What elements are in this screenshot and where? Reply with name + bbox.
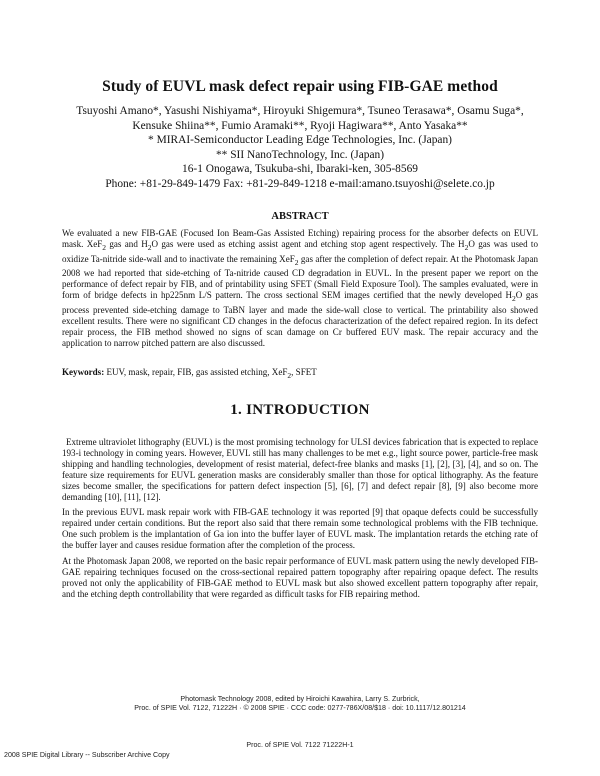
footer-line-2: Proc. of SPIE Vol. 7122, 71222H · © 2008 SPIE · CCC code: 0277-786X/08/$18 · doi: 10.1117/12.801214 [134,704,466,712]
archive-note: 2008 SPIE Digital Library -- Subscriber Archive Copy [4,751,170,759]
keywords-label: Keywords: [62,367,105,377]
section-heading-introduction: 1. INTRODUCTION [230,402,370,418]
intro-paragraph-3: At the Photomask Japan 2008, we reported on the basic repair performance of EUVL mask pattern using the newly developed FIB-GAE repairing techniques focused on the cross-sectional repaired pattern topography after repairing opaque defect. The results proved not only the applicability of FIB-GAE method to EUVL mask but also showed excellent pattern topography after repair, and the etching depth controllability that were regarded as difficult tasks for FIB repairing method. [62,556,538,599]
affiliation-line-1: * MIRAI-Semiconductor Leading Edge Technologies, Inc. (Japan) [148,134,452,147]
paper-title: Study of EUVL mask defect repair using FIB-GAE method [102,78,498,95]
publication-footer [60,695,540,713]
abstract-text: We evaluated a new FIB-GAE (Focused Ion Beam-Gas Assisted Etching) repairing process for the absorber defects on EUVL mask. XeF$_2$ gas and $H_2O$ gas were used as etching assist agent and etching stop agent respectively. The $H_2O$ gas was used to oxidize Ta-nitride side-wall and to inactivate the remaining XeF$_2$ gas after the completion of defect repair. At the Photomask Japan 2008 we had reported that side-etching of Ta-nitride caused CD degradation in EUVL. In the present paper we report on the performance of defect repair by FIB, and of printability using SFET (Small Field Exposure Tool). The samples evaluated, were in form of bridge defects in hp225nm L/S pattern. The cross sectional SEM images certified that the newly developed $H_2O$ gas process prevented side-etching damage to TaBN layer and made the side-wall close to vertical. The printability also showed excellent results. There were no significant CD changes in the defocus characterization of the defect repaired region. In its defect repair process, the FIB method showed no signs of scan damage on Cr buffered EUV mask. The repair accuracy and the application to narrow pitched pattern are also discussed. [62,228,538,348]
intro-paragraph-2: In the previous EUVL mask repair work with FIB-GAE technology it was reported [9] that opaque defects could be successfully repaired under certain conditions. But the report also said that there remain some technological problems with the FIB technique. One such problem is the implantation of Ga ion into the buffer layer of EUVL mask. The implantation retards the etching rate of the buffer layer and causes residue formation after the completion of the process. [62,507,538,551]
author-block [40,104,560,192]
contact-line: Phone: +81-29-849-1479 Fax: +81-29-849-1218 e-mail:amano.tsuyoshi@selete.co.jp [105,177,495,190]
introduction-body [62,437,538,605]
keywords-line [62,367,538,381]
page-identifier: Proc. of SPIE Vol. 7122 71222H-1 [246,741,354,749]
affiliation-line-2: ** SII NanoTechnology, Inc. (Japan) [215,148,384,161]
author-line-names-2: Kensuke Shiina**, Fumio Aramaki**, Ryoji Hagiwara**, Anto Yasaka** [132,119,468,132]
abstract-heading: ABSTRACT [271,211,329,222]
keywords-list: EUV, mask, repair, FIB, gas assisted etching, XeF$_2$, SFET [104,367,317,380]
address-line: 16-1 Onogawa, Tsukuba-shi, Ibaraki-ken, 305-8569 [182,163,418,176]
intro-paragraph-1: Extreme ultraviolet lithography (EUVL) is the most promising technology for ULSI devices fabrication that is expected to replace 193-i technology in coming years. However, EUVL still has many challenges to be met e.g., light source power, particle-free mask shipping and handling technologies, development of resist material, defect-free blanks and masks [1], [2], [3], [4], and so on. The feature size requirements for EUVL generation masks are considerably smaller than those for optical lithography. As the feature sizes become smaller, the specifications for pattern defect inspection [5], [6], [7] and defect repair [8], [9] also become more demanding [10], [11], [12]. [62,437,538,502]
author-line-names-1: Tsuyoshi Amano*, Yasushi Nishiyama*, Hiroyuki Shigemura*, Tsuneo Terasawa*, Osamu Suga*, [76,105,524,117]
footer-line-1: Photomask Technology 2008, edited by Hiroichi Kawahira, Larry S. Zurbrick, [180,695,420,703]
